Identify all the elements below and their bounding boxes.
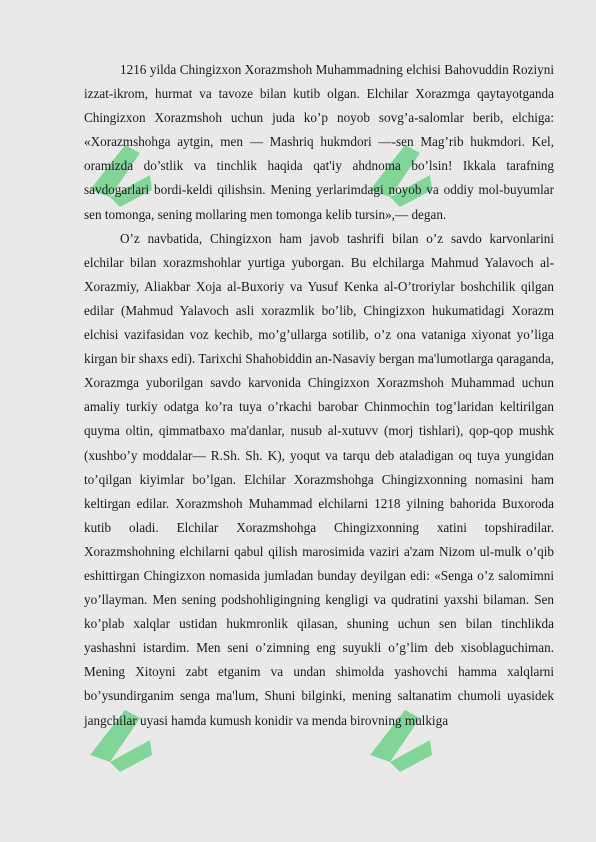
paragraph: 1216 yilda Chingizxon Xorazmshoh Muhammadning elchisi Bahovuddin Roziyni izzat-ikrom, hurmat va tavoze bilan kutib olgan. Elchilar Xorazmga qaytayotganda Chingizxon Xorazmshoh uchun juda ko’p noyob sovg’a-salomlar berib, elchiga: «Xorazmshohga aytgin, men — Mashriq hukmdori —-sen Mag’rib hukmdori. Kel, oramizda do’stlik va tinchlik haqida qat'iy ahdnoma bo’lsin! Ikkala tarafning savdogarlari bordi-keldi qilishsin. Mening yerlarimdagi noyob va oddiy mol-buyumlar sen tomonga, sening mollaring men tomonga kelib tursin»,— degan. [84, 62, 554, 222]
body-text [84, 58, 554, 733]
paragraph: O’z navbatida, Chingizxon ham javob tashrifi bilan o’z savdo karvonlarini elchilar bilan xorazmshohlar yurtiga yuborgan. Bu elchilarga Mahmud Yalavoch al-Xorazmiy, Aliakbar Xoja al-Buxoriy va Yusuf Kenka al-O’troriylar boshchilik qilgan edilar (Mahmud Yalavoch asli xorazmlik bo’lib, Chingizxon hukumatidagi Xorazm elchisi vazifasidan voz kechib, mo’g’ullarga sotilib, o’z ona vataniga xiyonat yo’liga kirgan bir shaxs edi). Tarixchi Shahobiddin an-Nasaviy bergan ma'lumotlarga qaraganda, Xorazmga yuborilgan savdo karvonida Chingizxon Xorazmshoh Muhammad uchun amaliy turkiy odatga ko’ra tuya o’rkachi barobar Chinmochin tog’laridan keltirilgan quyma oltin, qimmatbaxo ma'danlar, nusub al-xutuvv (morj tishlari), qop-qop mushk (xushbo’y moddalar— R.Sh. Sh. K), yoqut va tarqu deb ataladigan oq tuya yungidan to’qilgan kiyimlar bo’lgan. Elchilar Xorazmshohga Chingizxonning nomasini ham keltirgan edilar. Xorazmshoh Muhammad elchilarni 1218 yilning bahorida Buxoroda kutib oladi. Elchilar Xorazmshohga Chingizxonning xatini topshiradilar. Xorazmshohning elchilarni qabul qilish marosimida vaziri a'zam Nizom ul-mulk o’qib eshittirgan Chingizxon nomasida jumladan bunday deyilgan edi: «Senga o’z salomimni yo’llayman. Men sening podshohligingning kengligi va qudratini yaxshi bilaman. Sen ko’plab xalqlar ustidan hukmronlik qilasan, shuning uchun sen bilan tinchlikda yashashni istardim. Men seni o’zimning eng suyukli o’g’lim deb xisoblaguchiman. Mening Xitoyni zabt etganim va undan shimolda yashovchi hamma xalqlarni bo’ysundirganim senga ma'lum, Shuni bilginki, mening saltanatim chumoli uyasidek jangchilar uyasi hamda kumush konidir va menda birovning mulkiga [84, 230, 554, 728]
